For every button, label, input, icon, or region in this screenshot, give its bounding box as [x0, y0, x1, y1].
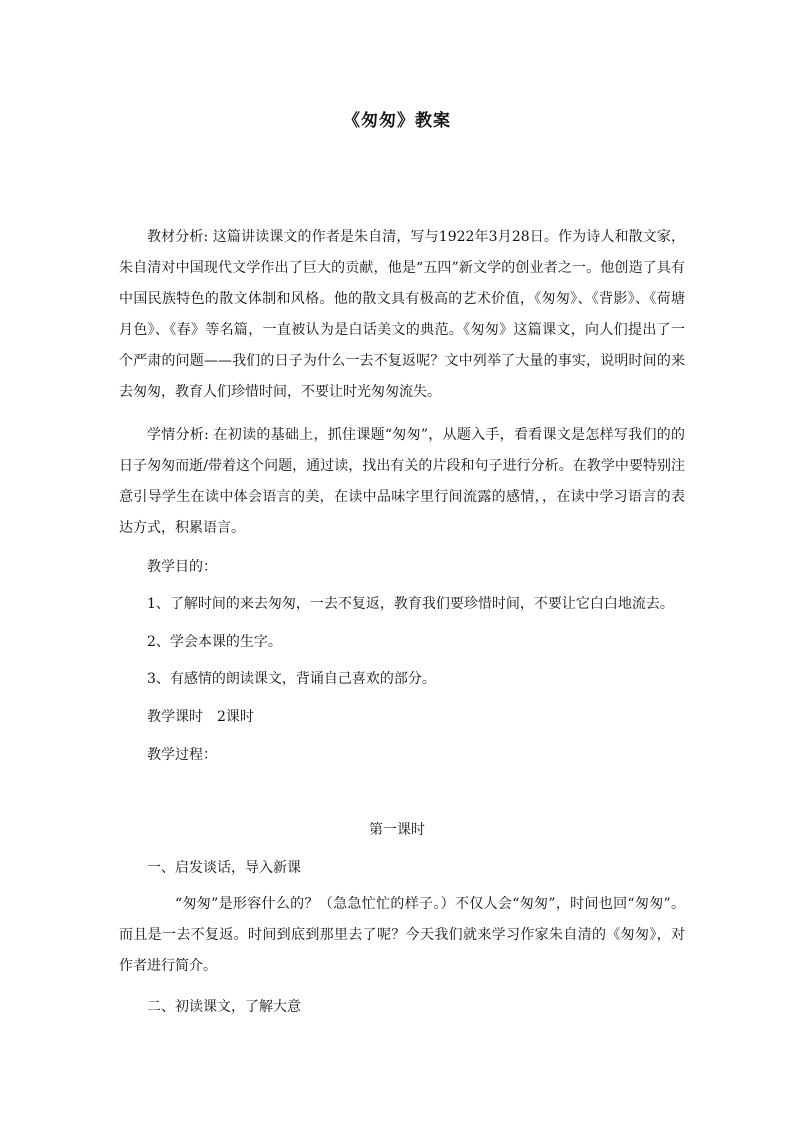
goal-item-3: 3、有感情的朗读课文，背诵自己喜欢的部分。 — [147, 671, 436, 687]
goals-heading: 教学目的： — [147, 559, 217, 575]
section1-heading: 一、启发谈话，导入新课 — [147, 860, 301, 876]
goal-item-2: 2、学会本课的生字。 — [147, 634, 282, 650]
material-analysis-paragraph: 教材分析: 这篇讲读课文的作者是朱自清，写与1922年3月28日。作为诗人和散文家，朱自清对中国现代文学作出了巨大的贡献，他是“五四”新文学的创业者之一。他创造了具有中国民族特色的散文体制和风格。他的散文具有极高的艺术价值，《匆匆》、《背影》、《荷塘月色》、《春》等名篇，一直被认为是白话美文的典范。《匆匆》这篇课文，向人们提出了一个严肃的问题——我们的日子为什么一去不复返呢？文中列举了大量的事实，说明时间的来去匆匆，教育人们珍惜时间，不要让时光匆匆流失。 — [119, 229, 685, 400]
student-analysis-paragraph: 学情分析: 在初读的基础上，抓住课题“匆匆”，从题入手，看看课文是怎样写我们的的日子匆匆而逝/带着这个问题，通过读，找出有关的片段和句子进行分析。在教学中要特别注意引导学生在读中体会语言的美，在读中品味字里行间流露的感情，，在读中学习语言的表达方式，积累语言。 — [119, 427, 685, 536]
class-hours: 教学课时 2课时 — [147, 709, 254, 725]
lesson-title: 第一课时 — [369, 822, 425, 838]
document-title: 《匆匆》教案 — [343, 111, 451, 131]
goal-item-1: 1、了解时间的来去匆匆，一去不复返，教育我们要珍惜时间，不要让它白白地流去。 — [147, 596, 674, 612]
section2-heading: 二、初读课文，了解大意 — [147, 999, 301, 1015]
section1-paragraph: “匆匆”是形容什么的？（急急忙忙的样子。）不仅人会“匆匆”，时间也回“匆匆”。而且是一去不复返。时间到底到那里去了呢？今天我们就来学习作家朱自清的《匆匆》，对作者进行简介。 — [119, 896, 685, 974]
process-heading: 教学过程： — [147, 747, 217, 763]
